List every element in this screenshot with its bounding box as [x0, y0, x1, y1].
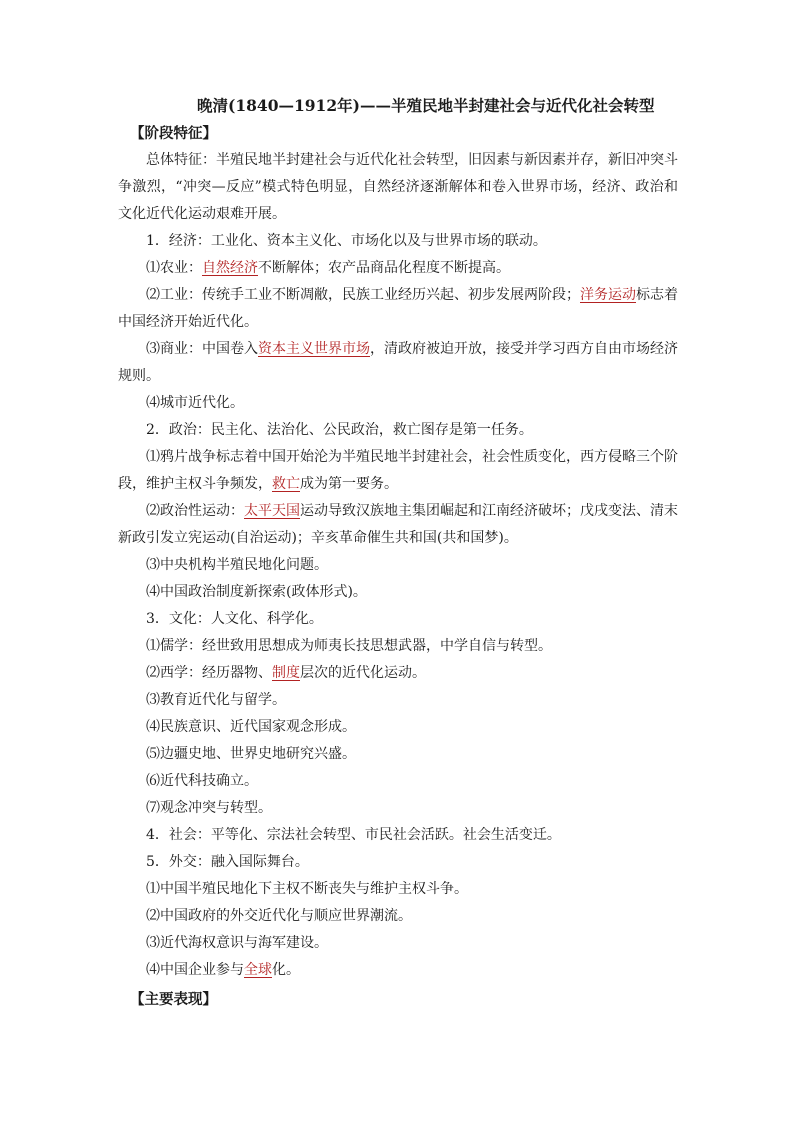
item-politics: 2．政治：民主化、法治化、公民政治，救亡图存是第一任务。 — [146, 422, 533, 438]
item-society: 4．社会：平等化、宗法社会转型、市民社会活跃。社会生活变迁。 — [146, 827, 561, 843]
page-title: 晚清(1840—1912年)——半殖民地半封建社会与近代化社会转型 — [197, 96, 655, 115]
item-education: ⑶教育近代化与留学。 — [146, 692, 286, 708]
keyword-capitalist-world-market: 资本主义世界市场 — [258, 341, 370, 357]
item-diplomatic-modernization: ⑵中国政府的外交近代化与顺应世界潮流。 — [146, 908, 412, 924]
item-economy: 1．经济：工业化、资本主义化、市场化以及与世界市场的联动。 — [146, 233, 547, 249]
keyword-natural-economy: 自然经济 — [202, 260, 258, 276]
item-sovereignty: ⑴中国半殖民地化下主权不断丧失与维护主权斗争。 — [146, 881, 468, 897]
keyword-westernization-movement: 洋务运动 — [580, 287, 636, 303]
section-heading-stage-features: 【阶段特征】 — [130, 125, 217, 142]
item-science: ⑹近代科技确立。 — [146, 773, 258, 789]
item-ideas: ⑺观念冲突与转型。 — [146, 800, 272, 816]
item-political-movements: ⑵政治性运动：太平天国运动导致汉族地主集团崛起和江南经济破坏；戊戌变法、清末新政引发立宪运动(自治运动)；辛亥革命催生共和国(共和国梦)。 — [118, 503, 678, 546]
item-confucianism: ⑴儒学：经世致用思想成为师夷长技思想武器，中学自信与转型。 — [146, 638, 552, 654]
keyword-global: 全球 — [244, 962, 272, 978]
item-frontier-studies: ⑸边疆史地、世界史地研究兴盛。 — [146, 746, 356, 762]
item-agriculture: ⑴农业：自然经济不断解体；农产品商品化程度不断提高。 — [146, 260, 510, 276]
item-diplomacy: 5．外交：融入国际舞台。 — [146, 854, 309, 870]
item-central-institutions: ⑶中央机构半殖民地化问题。 — [146, 557, 328, 573]
keyword-national-salvation: 救亡 — [272, 476, 300, 492]
section-heading-main-manifestations: 【主要表现】 — [130, 991, 217, 1008]
item-western-learning: ⑵西学：经历器物、制度层次的近代化运动。 — [146, 665, 426, 681]
keyword-taiping: 太平天国 — [244, 503, 300, 519]
item-political-system: ⑷中国政治制度新探索(政体形式)。 — [146, 584, 367, 600]
item-industry: ⑵工业：传统手工业不断凋敝，民族工业经历兴起、初步发展两阶段；洋务运动标志着中国经济开始近代化。 — [118, 287, 678, 330]
document-page — [118, 92, 678, 1013]
item-urbanization: ⑷城市近代化。 — [146, 395, 244, 411]
item-culture: 3．文化：人文化、科学化。 — [146, 611, 323, 627]
item-globalization: ⑷中国企业参与全球化。 — [146, 962, 300, 978]
keyword-institution: 制度 — [272, 665, 300, 681]
overview-paragraph: 总体特征：半殖民地半封建社会与近代化社会转型，旧因素与新因素并存，新旧冲突斗争激烈，“冲突—反应”模式特色明显，自然经济逐渐解体和卷入世界市场，经济、政治和文化近代化运动艰难开展。 — [118, 152, 678, 222]
item-national-consciousness: ⑷民族意识、近代国家观念形成。 — [146, 719, 356, 735]
item-sea-power: ⑶近代海权意识与海军建设。 — [146, 935, 328, 951]
item-opium-war: ⑴鸦片战争标志着中国开始沦为半殖民地半封建社会，社会性质变化，西方侵略三个阶段，维护主权斗争频发，救亡成为第一要务。 — [118, 449, 678, 492]
item-commerce: ⑶商业：中国卷入资本主义世界市场，清政府被迫开放，接受并学习西方自由市场经济规则。 — [118, 341, 678, 384]
